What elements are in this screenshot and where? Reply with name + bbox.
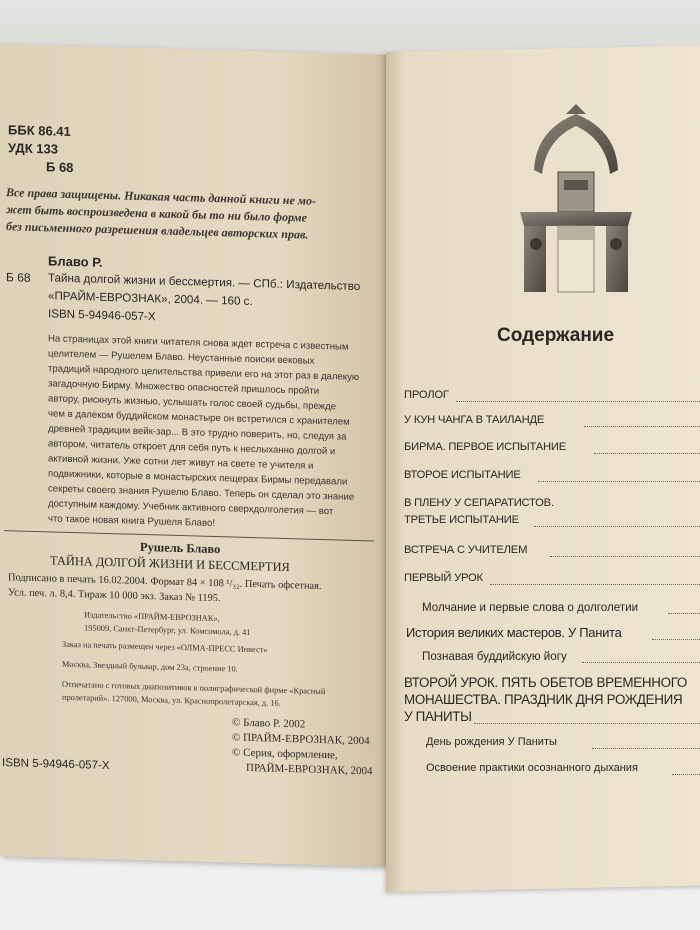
catalog-line-1: Тайна долгой жизни и бессмертия. — СПб.: Издательство xyxy=(48,271,361,294)
toc-leader xyxy=(534,526,700,527)
toc-entry-third-trial: ТРЕТЬЕ ИСПЫТАНИЕ xyxy=(404,514,519,526)
toc-leader xyxy=(474,723,700,724)
toc-leader xyxy=(668,613,700,614)
annotation-line-6: чем в далеком буддийском монастыре он встретился с хранителем xyxy=(48,408,350,428)
divider-rule xyxy=(4,530,374,541)
toc-entry-masters: История великих мастеров. У Панита xyxy=(406,625,622,640)
toc-entry-panita: У ПАНИТЫ xyxy=(404,709,472,724)
toc-leader xyxy=(672,774,700,775)
annotation-line-4: загадочную Бирму. Множество опасностей пришлось пройти xyxy=(48,378,320,397)
toc-leader xyxy=(652,639,700,640)
rights-line-1: Все права защищены. Никакая часть данной книги не мо- xyxy=(6,185,316,208)
toc-title: Содержание xyxy=(497,325,615,346)
catalog-line-2: «ПРАЙМ-ЕВРОЗНАК», 2004. — 160 с. xyxy=(48,289,253,309)
toc-entry-first-lesson: ПЕРВЫЙ УРОК xyxy=(404,572,483,584)
imprint-line-2: Усл. печ. л. 8,4. Тираж 10 000 экз. Заказ № 1195. xyxy=(8,587,221,605)
annotation-line-1: На страницах этой книги читателя снова ждет встреча с известным xyxy=(48,333,349,353)
toc-leader xyxy=(582,662,700,663)
toc-leader xyxy=(538,481,700,482)
udk-code: УДК 133 xyxy=(8,140,58,157)
annotation-line-7: древней традиции вейк-зар... В это трудно поверить, но, следуя за xyxy=(48,423,347,443)
toc-leader xyxy=(594,453,700,454)
publisher-line-1: Издательство «ПРАЙМ-ЕВРОЗНАК», xyxy=(84,610,220,624)
toc-entry-burma: БИРМА. ПЕРВОЕ ИСПЫТАНИЕ xyxy=(404,441,567,453)
annotation-line-11: секреты своего знания Рушелю Блаво. Теперь он сделал это знание xyxy=(48,483,355,503)
catalog-index: Б 68 xyxy=(6,270,31,285)
catalog-isbn: ISBN 5-94946-057-X xyxy=(48,307,156,324)
print-line-2: пролетарий». 127000, Москва, ул. Краснопролетарская, д. 16. xyxy=(62,692,281,708)
toc-entry-silence: Молчание и первые слова о долголетии xyxy=(422,601,639,614)
imprint-title: ТАЙНА ДОЛГОЙ ЖИЗНИ И БЕССМЕРТИЯ xyxy=(50,553,290,575)
annotation-line-5: автору, рискнуть жизнью, услышать голос своей судьбы, прежде xyxy=(48,393,337,413)
imprint-author: Рушель Блаво xyxy=(140,539,221,557)
toc-entry-yoga: Познавая буддийскую йогу xyxy=(422,650,567,663)
rights-line-3: без письменного разрешения владельцев авторских прав. xyxy=(6,219,309,242)
toc-entry-captivity: В ПЛЕНУ У СЕПАРАТИСТОВ. xyxy=(404,497,554,509)
toc-entry-teacher: ВСТРЕЧА С УЧИТЕЛЕМ xyxy=(404,544,528,556)
toc-entry-second-trial: ВТОРОЕ ИСПЫТАНИЕ xyxy=(404,469,521,481)
toc-leader xyxy=(490,584,700,585)
copyright-series: © Серия, оформление, xyxy=(232,746,338,762)
toc-entry-birthday: День рождения У Паниты xyxy=(426,736,557,748)
rights-line-2: жет быть воспроизведена в какой бы то ни было форме xyxy=(6,202,307,225)
left-page xyxy=(0,44,390,867)
annotation-line-2: целителем — Рушелем Блаво. Неустанные поиски вековых xyxy=(48,348,315,367)
temple-gate-illustration xyxy=(506,100,646,300)
imprint-line-1: Подписано в печать 16.02.2004. Формат 84 × 108 ¹/₃₂. Печать офсетная. xyxy=(8,572,322,592)
order-line-2: Москва, Звездный бульвар, дом 23а, строение 10. xyxy=(62,659,238,674)
copyright-publisher: © ПРАЙМ-ЕВРОЗНАК, 2004 xyxy=(232,731,370,748)
toc-entry-thailand: У КУН ЧАНГА В ТАИЛАНДЕ xyxy=(404,414,545,426)
annotation-line-8: автором, читатель откроет для себя путь к неслыханно долгой и xyxy=(48,438,336,458)
catalog-author: Блаво Р. xyxy=(48,253,103,270)
annotation-line-10: подвижники, которые в монастырских пещерах Бирмы передавали xyxy=(48,468,348,488)
order-line-1: Заказ на печать размещен через «ОЛМА-ПРЕСС Инвест» xyxy=(62,639,268,655)
toc-entry-breathing: Освоение практики осознанного дыхания xyxy=(426,762,638,774)
isbn-footer: ISBN 5-94946-057-X xyxy=(2,756,110,773)
bbk-code: ББК 86.41 xyxy=(8,122,71,139)
toc-leader xyxy=(584,426,700,427)
toc-leader xyxy=(592,748,700,749)
annotation-line-3: традиций народного целительства привели его на этот раз в далекую xyxy=(48,363,360,384)
author-index: Б 68 xyxy=(46,159,74,176)
copyright-series-publisher: ПРАЙМ-ЕВРОЗНАК, 2004 xyxy=(246,761,373,778)
toc-leader xyxy=(550,556,700,557)
toc-entry-monkhood: МОНАШЕСТВА. ПРАЗДНИК ДНЯ РОЖДЕНИЯ xyxy=(404,692,683,707)
toc-entry-prologue: ПРОЛОГ xyxy=(404,389,449,401)
toc-leader xyxy=(456,401,700,402)
print-line-1: Отпечатано с готовых диапозитивов в полиграфической фирме «Красный xyxy=(62,679,326,697)
annotation-line-9: активной жизни. Уже сотни лет живут на свете те учителя и xyxy=(48,453,314,472)
publisher-line-2: 195009, Санкт-Петербург, ул. Комсомола, д. 41 xyxy=(84,623,251,637)
copyright-author: © Блаво Р. 2002 xyxy=(232,716,306,731)
annotation-line-12: доступным каждому. Учебник активного сверхдолголетия — вот xyxy=(48,498,334,518)
annotation-line-13: что такое новая книга Рушеля Блаво! xyxy=(48,513,215,530)
toc-entry-second-lesson: ВТОРОЙ УРОК. ПЯТЬ ОБЕТОВ ВРЕМЕННОГО xyxy=(404,675,688,690)
